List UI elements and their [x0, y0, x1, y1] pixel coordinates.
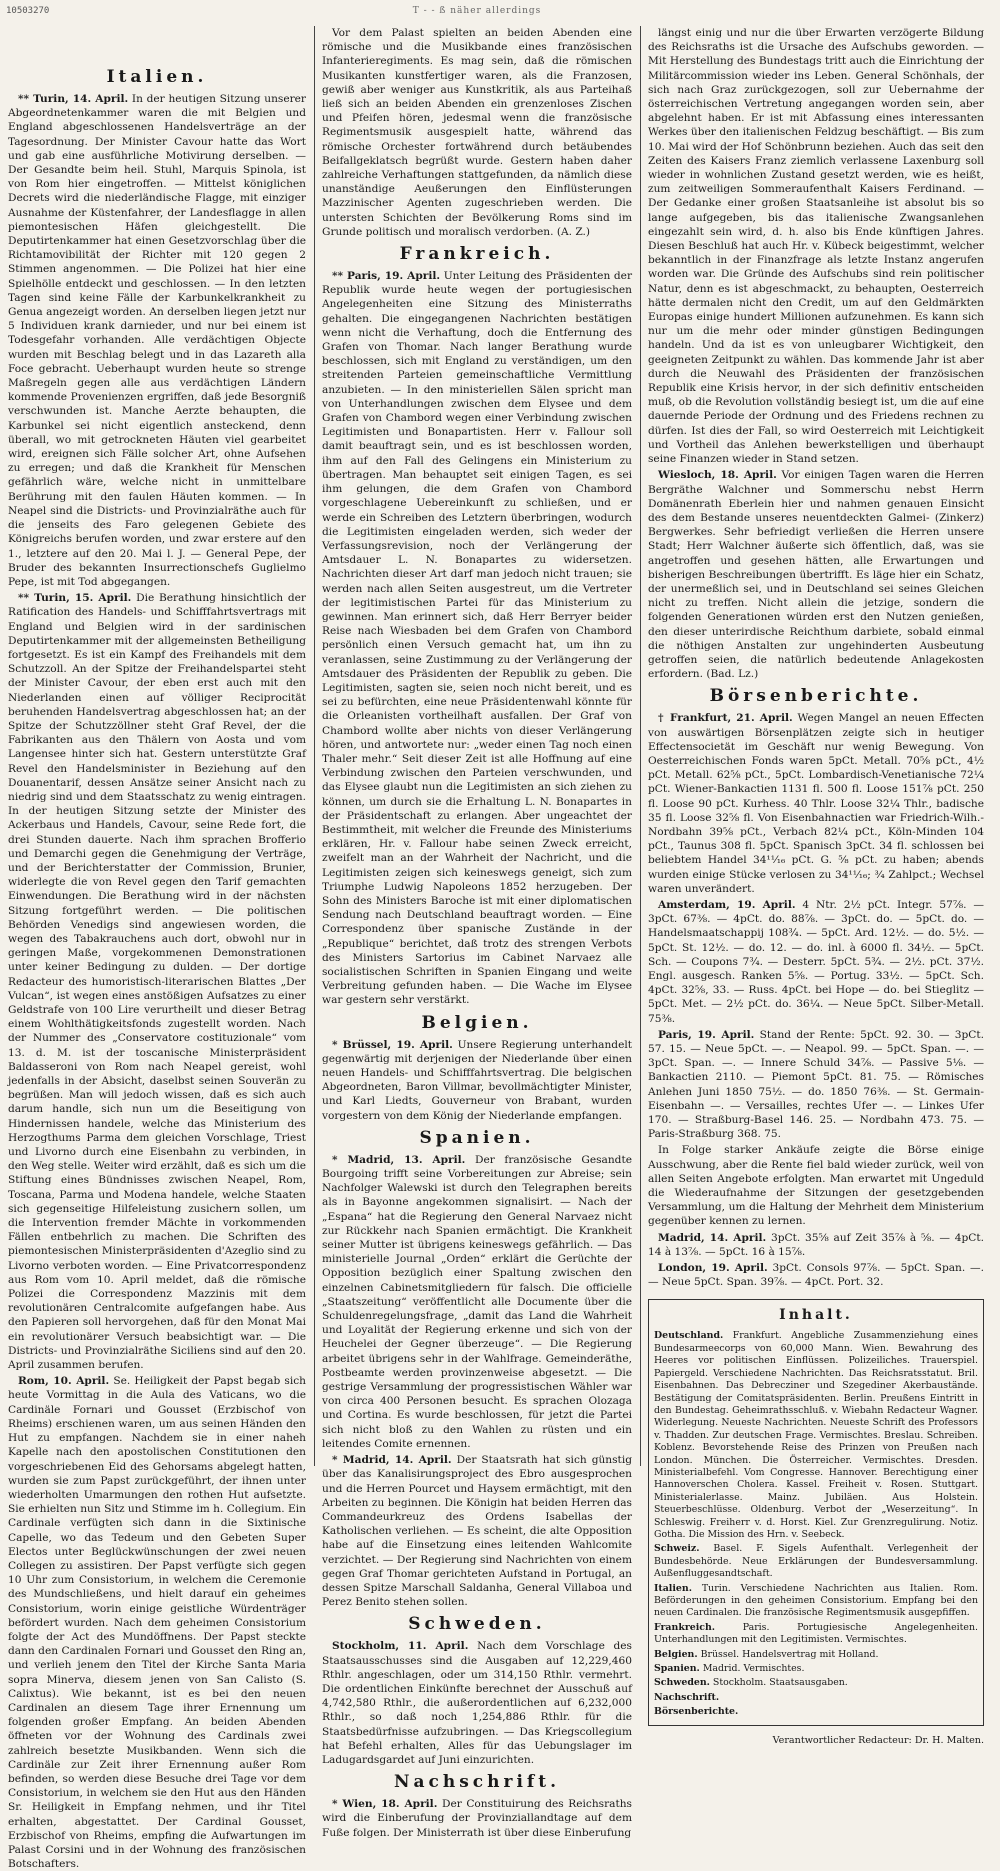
- table-of-contents: [648, 1299, 984, 1725]
- article-text: Wegen Mangel an neuen Effecten von auswärtigen Börsenplätzen zeigte sich in heutiger Effectensocietät im Geschäft nur wenig Bewegung. Von Oesterreichischen Fonds waren 5pCt. Metall. 70⅝ pCt., 4½ pCt. Metall. 62⅝ pCt., 5pCt. Lombardisch-Venetianische 72¼ pCt. Wiener-Bankactien 1131 fl. 500 fl. Loose 151⅞ pCt. 250 fl. Loose 90 pCt. Kurhess. 40 Thlr. Loose 32¼ Thlr., badische 35 fl. Loose 32⅝ fl. Von Eisenbahnactien war Friedrich-Wilh.-Nordbahn 39⅝ pCt., Verbach 82¼ pCt., Köln-Minden 104 pCt., Taunus 308 fl. 5pCt. Spanisch 3pCt. 34 fl. schlossen bei beliebtem Handel 34¹¹⁄₁₆ pCt. G. ⁵⁄₈ pCt. zu haben; abends wurden einige Stücke verlosen zu 34¹¹⁄₁₆; ³⁄₄ Zahlpct.; Wechsel waren unverändert.: [648, 712, 984, 895]
- toc-country: Börsenberichte.: [654, 1706, 739, 1718]
- toc-entry: [654, 1677, 978, 1689]
- toc-country: Spanien.: [654, 1663, 700, 1675]
- toc-entry: [654, 1649, 978, 1661]
- article-paragraph: [322, 1453, 632, 1609]
- article-paragraph: [322, 1038, 632, 1123]
- toc-text: Stockholm. Staatsausgaben.: [712, 1677, 848, 1689]
- toc-entry: [654, 1543, 978, 1580]
- section-heading-boersenberichte: Börsenberichte.: [709, 686, 923, 707]
- archive-id: 10503270: [6, 6, 50, 16]
- article-text: Die Berathung hinsichtlich der Ratification des Handels- und Schifffahrtsvertrags mit England und Belgien wird in der sardinischen Deputirtenkammer mit der allgemeinsten Betheiligung fortgesetzt. Es ist ein Kampf des Freihandels mit dem Schutzzoll. An der Spitze der Freihandelspartei steht der Minister Cavour, der eben erst auch mit den Niederlanden einen auf völliger Reciprocität beruhenden Handelsvertrag abgeschlossen hat; an der Spitze der Schutzzöllner steht Graf Revel, der die Fabrikanten aus den Thälern von Aosta und vom Langensee hinter sich hat. Gestern unterstützte Graf Revel den Handelsminister in Beziehung auf den Douanentarif, dessen Ansätze seiner Ansicht nach zu niedrig sind und dem Staatsschatz zu wenig eintragen. In der heutigen Sitzung setzte der Minister des Ackerbaus und Handels, Cavour, seine Rede fort, die drei Stunden dauerte. Nach ihm sprachen Brofferio und Demarchi gegen die Genehmigung der Verträge, und der Berichterstatter der Commission, Brunier, widerlegte die von Revel gegen den Tarif gemachten Einwendungen. Die Berathung wird in der nächsten Sitzung fortgeführt werden. — Die politischen Behörden Venedigs sind angewiesen worden, die wegen des Tabakrauchens auch dort, obwohl nur in geringen Maße, vorgekommenen Demonstrationen unter keiner Bedingung zu dulden. — Der dortige Redacteur des humoristisch-literarischen Blattes „Der Vulcan“, ist wegen eines anstößigen Aufsatzes zu einer Geldstrafe von 100 Lire verurtheilt und dieser Betrag einem Wohlthätigkeitsfonds zugestellt worden. Nach der Nummer des „Conservatore costituzionale“ vom 13. d. M. ist der toscanische Ministerpräsident Baldasseroni von Rom nach Neapel gereist, wohl jedenfalls in der Absicht, daselbst seinen Souverän zu begrüßen. Man will jedoch wissen, daß es sich auch darum handle, sich nun um die Beseitigung von Hindernissen handele, welche das Ministerium des Herzogthums Parma dem gleichen Vorschlage, Triest und Livorno durch eine Eisenbahn zu verbinden, in den Weg stelle. Weiter wird erzählt, daß es sich um die Stiftung eines Bündnisses zwischen Neapel, Rom, Toscana, Parma und Modena handele, welche Staaten sich gegenseitige Hilfeleistung zusichern sollen, um die Intervention fremder Mächte in vorkommenden Fällen entbehrlich zu machen. Die Schriften des piemontesischen Ministerpräsidenten d'Azeglio sind zu Livorno verboten worden. — Eine Privatcorrespondenz aus Rom vom 10. April meldet, daß die römische Polizei die Correspondenz Mazzinis mit dem revolutionären Centralcomite aufgefangen habe. Aus den Papieren soll hervorgehen, daß für den Monat Mai ein revolutionärer Versuch beabsichtigt war. — Die Districts- und Provinzialräthe Siciliens sind auf den 20. April zusammen berufen.: [8, 592, 306, 1372]
- article-text: Der Staatsrath hat sich günstig über das Kanalisirungsproject des Ebro ausgesprochen und die Herren Pourcet und Haysem ermächtigt, mit den Arbeiten zu beginnen. Die Königin hat beiden Herren das Commandeurkreuz des Ordens Isabellas der Katholischen verliehen. — Es scheint, die alte Opposition habe auf die Einsetzung eines leitenden Wahlcomite verzichtet. — Der Regierung sind Nachrichten von einem gegen Graf Thomar gerichteten Aufstand in Portugal, an dessen Spitze Marschall Saldanha, General Villaboa und Perez Benito stehen sollen.: [322, 1454, 632, 1609]
- toc-entry: [654, 1583, 978, 1620]
- column-rule: [314, 26, 315, 1466]
- section-heading-schweden: Schweden.: [408, 1614, 546, 1635]
- toc-entry: [654, 1330, 978, 1541]
- article-list: [322, 1797, 632, 1840]
- article-dateline: * Madrid, 13. April.: [332, 1153, 466, 1166]
- article-text: Stand der Rente: 5pCt. 92. 30. — 3pCt. 57. 15. — Neue 5pCt. —. — Neapol. 99. — 5pCt. Span. —. — 3pCt. Span. —. — Innere Schuld 34⅞. — Passive 5⅛. — Bankactien 2110. — Piemont 5pCt. 81. 75. — Römisches Anlehen Juni 1850 75½. — do. 1850 76⅜. — St. Germain-Eisenbahn —. — Versailles, rechtes Ufer —. — Linkes Ufer 170. — Straßburg-Basel 146. 25. — Nordbahn 473. 75. — Paris-Straßburg 368. 75.: [648, 1028, 984, 1141]
- article-dateline: ** Turin, 15. April.: [18, 592, 132, 605]
- article-paragraph: [648, 468, 984, 681]
- article-text: 3pCt. 35⅝ auf Zeit 35⅞ à ⅝. — 4pCt. 14 à 13⅞. — 5pCt. 16 à 15⅞.: [648, 1231, 984, 1258]
- article-text: In der heutigen Sitzung unserer Abgeordnetenkammer waren die mit Belgien und England abgeschlossenen Handelsverträge an der Tagesordnung. Der Minister Cavour hatte das Wort und gab eine ausführliche Motivirung derselben. — Der Gesandte beim heil. Stuhl, Marquis Spinola, ist von Rom hier eingetroffen. — Mittelst königlichen Decrets wird die niederländische Flagge, mit einziger Ausnahme der Küstenfahrer, der Landesflagge in allen piemontesischen Häfen gleichgestellt. Die Deputirtenkammer hat einen Gesetzvorschlag über die Richtamovibilität der Richter mit 120 gegen 2 Stimmen angenommen. — Die Polizei hat hier eine Spielhölle entdeckt und geschlossen. — In den letzten Tagen sind keine Fälle der Karbunkelkrankheit zu Genua angezeigt worden. An derselben liegen jetzt nur 5 Individuen krank darnieder, und nur bei einem ist Todesgefahr vorhanden. Alle verdächtigen Objecte wurden mit Beschlag belegt und in das Lazareth alla Foce gebracht. Ueberhaupt wurden heute so strenge Maßregeln gegen alle aus verdächtigen Ländern kommende Provenienzen ergriffen, daß jede Besorgniß verschwunden ist. Manche Aerzte behaupten, die Karbunkel sei nicht eigentlich ansteckend, denn überall, wo mit getrockneten Häuten viel gearbeitet wird, ereignen sich Fälle solcher Art, ohne Aufsehen zu erregen; und daß die Krankheit für Menschen gefährlich wäre, welche nicht in unmittelbare Berührung mit den faulen Häuten kommen. — In Neapel sind die Districts- und Provinzialräthe auch für die jenseits des Faro gelegenen Gebiete des Königreichs berufen worden, und zwar erstere auf den 1., letztere auf den 20. Mai l. J. — General Pepe, der Bruder des bekannten Insurrectionschefs Guglielmo Pepe, ist mit Tod abgegangen.: [8, 93, 306, 588]
- article-text: Unsere Regierung unterhandelt gegenwärtig mit derjenigen der Niederlande über einen neuen Handels- und Schifffahrtsvertrag. Die belgischen Abgeordneten, Baron Villmar, bevollmächtigter Minister, und Karl Liedts, Gouverneur von Brabant, wurden vorgestern von dem König der Niederlande empfangen.: [322, 1038, 632, 1122]
- article-paragraph: [8, 591, 306, 1372]
- article-paragraph: [8, 92, 306, 589]
- article-dateline: Madrid, 14. April.: [658, 1231, 767, 1244]
- article-text: Vor dem Palast spielten an beiden Abenden eine römische und die Musikbande eines französischen Infanterieregiments. Es mag sein, daß die römischen Musikanten kunstfertiger waren, als die Franzosen, gewiß aber weniger aus Kunstkritik, als aus Parteihaß ließ sich an beiden Abenden ein grenzenloses Zischen und Pfeifen hören, jedesmal wenn die französische Regimentsmusik ausgespielt hatte, während das römische Orchester fortwährend durch betäubendes Beifallgeklatsch begrüßt wurde. Gestern haben daher zahlreiche Verhaftungen stattgefunden, da nämlich diese unanständige Aeußerungen den Einflüsterungen Mazzinischer Agenten zugeschrieben werden. Die untersten Schichten der Bevölkerung Roms sind im Grunde politisch und moralisch verdorben. (A. Z.): [322, 27, 632, 238]
- toc-country: Deutschland.: [654, 1330, 724, 1342]
- article-paragraph: [322, 1639, 632, 1767]
- article-text: Der französische Gesandte Bourgoing trifft seine Vorbereitungen zur Abreise; sein Nachfolger Walewski ist durch den Telegraphen bereits als in Bayonne angekommen signalisirt. — Nach der „Espana“ hat die Regierung den General Narvaez nicht zur Rückkehr nach Spanien ermächtigt. Die Krankheit seiner Mutter ist übrigens keineswegs gefährlich. — Das ministerielle Journal „Orden“ erklärt die Gerüchte der Opposition bezüglich einer Spaltung zwischen den einzelnen Cabinetsmitgliedern für falsch. Die officielle „Staatszeitung“ veröffentlicht alle Documente über die Schuldenregelungsfrage, „damit das Land die Wahrheit und Loyalität der Regierung erkenne und sich von der Heuchelei der Gegner überzeuge“. — Die Regierung arbeitet übrigens sehr in der Wahlfrage. Gemeinderäthe, Postbeamte werden provinzenweise abgesetzt. — Die gestrige Versammlung der progressistischen Wähler war von circa 400 Personen besucht. Es sprachen Olozaga und Cortina. Es wurde beschlossen, für jetzt die Partei sich nicht bloß zu den Wahlen zu rüsten und ein leitendes Comite ernennen.: [322, 1153, 632, 1450]
- toc-country: Belgien.: [654, 1648, 698, 1660]
- article-dateline: ** Turin, 14. April.: [18, 93, 129, 105]
- article-text: In Folge starker Ankäufe zeigte die Börse einige Ausschwung, aber die Rente fiel bald wieder zurück, weil von allen Seiten Angebote erfolgten. Man erwartet mit Ungeduld die Wiederaufnahme der Sitzungen der gesetzgebenden Versammlung, um die Haltung der Mehrheit dem Ministerium gegenüber kennen zu lernen.: [648, 1144, 984, 1228]
- article-paragraph: [322, 269, 632, 1008]
- toc-entry: [654, 1692, 978, 1704]
- article-dateline: Amsterdam, 19. April.: [658, 898, 796, 911]
- toc-heading: Inhalt.: [779, 1307, 853, 1324]
- column-rule: [640, 26, 641, 1466]
- toc-country: Italien.: [654, 1582, 692, 1594]
- section-heading-frankreich: Frankreich.: [399, 244, 555, 265]
- article-text: Unter Leitung des Präsidenten der Republik wurde heute wegen der portugiesischen Angelegenheiten eine Sitzung des Ministerraths gehalten. Die eingegangenen Nachrichten bestätigen wenn nicht die Verhaftung, doch die Entfernung des Grafen von Thomar. Nach langer Berathung wurde beschlossen, sich mit England zu verständigen, um den streitenden Parteien gemeinschaftliche Vermittlung anzubieten. — In den ministeriellen Sälen spricht man von Unterhandlungen zwischen dem Elysee und dem Grafen von Chambord wegen einer Verbindung zwischen Legitimisten und Bonapartisten. Herr v. Fallour soll damit beauftragt sein, und es ist beschlossen worden, ihm auf den Fall des Gelingens ein Ministerium zu übertragen. Man behauptet seit einigen Tagen, es sei ihm gelungen, die dem Grafen von Chambord vorgeschlagene Uebereinkunft zu schließen, und er werde ein Schreiben des Letztern überbringen, wodurch die Legitimisten eingeladen werden, sich weder der Verfassungsrevision, noch der Verlängerung der Amtsdauer L. N. Bonapartes zu widersetzen. Nachrichten dieser Art darf man jedoch nicht trauen; sie werden nach allen Seiten ausgestreut, um die Vertreter der legitimistischen Partei für das Ministerium zu gewinnen. Man erinnert sich, daß Herr Berryer beider Reise nach Wiesbaden bei dem Grafen von Chambord persönlich einen Versuch gemacht hat, um ihn zu veranlassen, seine Zustimmung zu der Verlängerung der Amtsdauer des Präsidenten der Republik zu geben. Die Legitimisten, sagten sie, seien noch nicht bereit, und es sei zu befürchten, eine neue Präsidentenwahl könnte für die Orleanisten vortheilhaft ausfallen. Der Graf von Chambord wollte aber nichts von dieser Verlängerung hören, und antwortete nur: „weder einen Tag noch einen Thaler mehr.“ Seit dieser Zeit ist alle Hoffnung auf eine Verbindung zwischen den Parteien verschwunden, und das Elysee glaubt nun die Legitimisten an sich ziehen zu können, um durch sie die Erhaltung L. N. Bonapartes in der Präsidentschaft zu erlangen. Aber ungeachtet der Bestimmtheit, mit welcher die Freunde des Ministeriums erklären, Hr. v. Fallour habe seinen Zweck erreicht, zweifelt man an der Wahrheit der Nachricht, und die Legitimisten zeigen sich keineswegs geneigt, sich zum Triumphe Ludwig Napoleons 1852 herzugeben. Der Sohn des Ministers Baroche ist mit einer diplomatischen Sendung nach Deutschland beauftragt worden. — Eine Correspondenz über spanische Zustände in der „Republique“ berichtet, daß trotz des strengen Verbots des Ministers Sartorius im Cabinet Narvaez alle socialistischen Schriften in Spanien Eingang und weite Verbreitung gefunden haben. — Die Wache im Elysee war gestern sehr verstärkt.: [322, 270, 633, 1007]
- toc-text: Turin. Verschiedene Nachrichten aus Italien. Rom. Beförderungen in den geheimen Consistorium. Empfang bei den neuen Cardinalen. Die französische Regimentsmusik ausgepfiffen.: [654, 1582, 978, 1619]
- toc-entry: [654, 1706, 978, 1718]
- toc-country: Frankreich.: [654, 1621, 716, 1633]
- editor-signature: Verantwortlicher Redacteur: Dr. H. Malten.: [772, 1734, 984, 1746]
- article-list: [322, 1639, 632, 1767]
- masthead-fragment: T - - ß näher allerdings: [412, 6, 542, 16]
- article-list: [322, 1038, 632, 1123]
- article-text: Nach dem Vorschlage des Staatsausschusses sind die Ausgaben auf 12,229,460 Rthlr. angeschlagen, oder um 314,150 Rthlr. vermehrt. Die ordentlichen Einkünfte berechnet der Ausschuß auf 4,742,580 Rthlr., die außerordentlichen auf 6,232,000 Rthlr., so daß noch 1,254,886 Rthlr. für die Staatsbedürfnisse aufzubringen. — Das Kriegscollegium hat Befehl erhalten, Alles für das Uebungslager im Ladugardsgardet auf Juni einzurichten.: [322, 1640, 632, 1766]
- toc-country: Nachschrift.: [654, 1691, 720, 1703]
- article-paragraph: [648, 898, 984, 1026]
- article-paragraph: [648, 1143, 984, 1228]
- article-paragraph: [322, 1797, 632, 1840]
- article-dateline: ** Paris, 19. April.: [332, 270, 441, 283]
- toc-text: Brüssel. Handelsvertrag mit Holland.: [700, 1648, 879, 1660]
- article-paragraph: [648, 711, 984, 896]
- article-dateline: Stockholm, 11. April.: [332, 1640, 469, 1653]
- article-dateline: * Brüssel, 19. April.: [332, 1038, 453, 1051]
- toc-text: Paris. Portugiesische Angelegenheiten. Unterhandlungen mit den Legitimisten. Vermischtes.: [654, 1621, 978, 1646]
- article-text: 3pCt. Consols 97⅞. — 5pCt. Span. —. — Neue 5pCt. Span. 39⅞. — 4pCt. Port. 32.: [648, 1262, 984, 1289]
- article-list: [8, 92, 306, 1871]
- article-list: [322, 1153, 632, 1610]
- toc-list: [654, 1330, 978, 1718]
- article-paragraph: [322, 26, 632, 239]
- article-paragraph: [648, 26, 984, 466]
- toc-text: Frankfurt. Angebliche Zusammenziehung eines Bundesarmeecorps von 60,000 Mann. Wien. Bewahrung des Heeres vor politischen Einflüssen. Polizeiliches. Trauerspiel. Papiergeld. Verschiedene Nachrichten. Das Reichsratsstatut. Bril. Eisenbahnen. Das Debrecziner und Szegediner Akerbaustände. Bestätigung der Comitatspräsidenten. Berlin. Preußens Eintritt in den Bundestag. Geheimrathsschluß. v. Wiebahn Redacteur Wagner. Widerlegung. Neueste Nachrichten. Neueste Schrift des Professors v. Thadden. Zur deutschen Frage. Vermischtes. Breslau. Schreiben. Koblenz. Bevorstehende Reise des Prinzen von Preußen nach London. München. Die Österreicher. Vermischtes. Dresden. Ministerialbefehl. Vom Congresse. Hannover. Berechtigung einer Hannoverschen Cholera. Kassel. Freiheit v. Rosen. Stuttgart. Ministerialerlasse. Mainz. Jubiläen. Aus Holstein. Steuerbeschlüsse. Oldenburg. Verbot der „Weserzeitung“. In Schleswig. Freiherr v. d. Horst. Kiel. Zur Grenzregulirung. Notiz. Gotha. Die Mission des Hrn. v. Seebeck.: [654, 1330, 979, 1540]
- article-paragraph: [648, 1261, 984, 1289]
- article-list: [648, 711, 984, 1289]
- section-heading-spanien: Spanien.: [419, 1127, 535, 1148]
- section-heading-belgien: Belgien.: [421, 1012, 533, 1033]
- column-2: [322, 26, 633, 1839]
- article-dateline: Rom, 10. April.: [18, 1375, 110, 1388]
- article-text: Der Constituirung des Reichsraths wird die Einberufung der Provinziallandtage auf dem Fuße folgen. Der Ministerrath ist über diese Einberufung: [322, 1798, 632, 1839]
- article-text: Vor einigen Tagen waren die Herren Bergräthe Walchner und Sommerschu nebst Herrn Domänenrath Eberlein hier und nahmen genauen Einsicht des dem Bestande unseres neuentdeckten Galmei- (Zinkerz) Bergwerkes. Sehr befriedigt verließen die Herren unsere Stadt; Herr Walchner äußerte sich öffentlich, daß, was sie angetroffen und gesehen hätten, alle Erwartungen und bisherigen Beschreibungen übertrifft. Es läge hier ein Schatz, der unermeßlich sei, und in Deutschland sei seines Gleichen nicht zu treffen. Nicht allein die jetzige, sondern die folgenden Generationen würden erst den Nutzen genießen, den dieser unterirdische Reichthum darbiete, sobald einmal die nöthigen Anstalten zur ungehinderten Ausbeutung getroffen seien, die natürlich bedeutende Anlagekosten erfordern. (Bad. Lz.): [648, 469, 984, 681]
- toc-entry: [654, 1622, 978, 1647]
- article-dateline: † Frankfurt, 21. April.: [658, 712, 793, 725]
- article-text: längst einig und nur die über Erwarten verzögerte Bildung des Reichsraths ist die Ursache des Aufschubs geworden. — Mit Herstellung des Bundestags tritt auch die Einrichtung der Militärcommission wieder ins Leben. General Schönhals, der sich nach Graz zurückgezogen, soll zur Uebernahme der österreichischen Vertretung angegangen worden sein, aber abgelehnt haben. Er ist mit Abfassung eines interessanten Werkes über den italienischen Feldzug beschäftigt. — Bis zum 10. Mai wird der Hof Schönbrunn beziehen. Auch das seit den Zeiten des Kaisers Franz ziemlich verlassene Laxenburg soll wieder in wohnlichen Zustand gesetzt werden, wie es heißt, zum zeitweiligen Sommeraufenthalt Kaisers Ferdinand. — Der Gedanke einer großen Staatsanleihe ist absolut bis so lange aufgegeben, bis das italienische Zwangsanlehen eingezahlt sein wird, d. h. also bis Ende künftigen Jahres. Diesen Beschluß hat auch Hr. v. Kübeck beigestimmt, welcher bekanntlich in der Finanzfrage als letzte Instanz angerufen worden war. Die Gründe des Aufschubs sind rein politischer Natur, denn es ist abgeschmackt, zu behaupten, Oesterreich hätte dermalen nicht den Credit, um auf den Geldmärkten Europas einige hundert Millionen aufzunehmen. Es kann sich nur um die mehr oder minder günstigen Bedingungen handeln. Und da ist es von unleugbarer Wichtigkeit, den geeigneten Zeitpunkt zu wählen. Das kommende Jahr ist aber durch die Neuwahl des Präsidenten der französischen Republik eine Krisis hervor, in der sich definitiv entscheiden muß, ob die Revolution vollständig besiegt ist, um die auf eine dauernde Periode der Ordnung und des Friedens rechnen zu dürfen. Ist dies der Fall, so wird Oesterreich mit Leichtigkeit und Vortheil das Anlehen bewerkstelligen und überhaupt seine Finanzen wieder in Stand setzen.: [648, 27, 984, 466]
- article-list: [648, 26, 984, 681]
- article-paragraph: [8, 1374, 306, 1871]
- toc-text: Madrid. Vermischtes.: [702, 1663, 805, 1675]
- article-dateline: Paris, 19. April.: [658, 1028, 755, 1041]
- column-1: [8, 26, 306, 1871]
- article-paragraph: [322, 1153, 632, 1451]
- article-dateline: London, 19. April.: [658, 1262, 768, 1275]
- column-3: [648, 26, 984, 1746]
- article-paragraph: [648, 1231, 984, 1259]
- section-heading-italien: Italien.: [106, 67, 208, 87]
- toc-text: Basel. F. Sigels Aufenthalt. Verlegenheit der Bundesbehörde. Neue Erklärungen der Bundesversammlung. Außenfluggesandtschaft.: [654, 1543, 978, 1580]
- toc-entry: [654, 1663, 978, 1675]
- section-heading-nachschrift: Nachschrift.: [393, 1772, 561, 1793]
- article-list: [322, 269, 632, 1008]
- article-text: 4 Ntr. 2½ pCt. Integr. 57⅞. — 3pCt. 67⅜. — 4pCt. do. 88⅞. — 3pCt. do. — 5pCt. do. — Handelsmaatschappij 108¾. — 5pCt. Ard. 12½. — do. 5½. — 5pCt. St. 12½. — do. 12. — do. inl. à 6000 fl. 34½. — 5pCt. Sch. — Coupons 7¾. — Desterr. 5pCt. 5¾. — 2½. pCt. 37½. Engl. ausgesch. Ranken 5⅝. — Portug. 33½. — 5pCt. Sch. 4pCt. 32⅝, 33. — Russ. 4pCt. bei Hope — do. bei Stieglitz — 5pCt. Met. — 2½ pCt. do. 36¼. — Neue 5pCt. Silber-Metall. 75⅜.: [648, 898, 984, 1025]
- toc-country: Schweiz.: [654, 1543, 700, 1555]
- article-dateline: * Madrid, 14. April.: [332, 1454, 452, 1467]
- article-list: [322, 26, 632, 239]
- article-dateline: Wiesloch, 18. April.: [658, 469, 777, 482]
- article-text: Se. Heiligkeit der Papst begab sich heute Vormittag in die Aula des Vaticans, wo die Cardinäle Fornari und Gousset (Erzbischof von Rheims) erschienen waren, um aus seinen Händen den Hut zu empfangen. Nachdem sie in einer naheh Kapelle nach den apostolischen Constitutionen den vorgeschriebenen Eid des Gehorsams abgelegt hatten, wurden sie zum Papst zurückgeführt, der ihnen unter wiederholten Umarmungen den rothen Hut aufsetzte. Sie erhielten nun Sitz und Stimme im h. Collegium. Ein Cardinale verfügten sich dann in die Sixtinische Capelle, wo das Tedeum und den Gebeten Super Electos unter Beglückwünschungen der zwei neuen Collegen zu assistiren. Der Papst verfügte sich gegen 10 Uhr zum Consistorium, in welchem die Ceremonie des Mundschließens, und hielt darauf ein geheimes Consistorium, worin einige geistliche Würdenträger befördert wurden. Nach dem geheimen Consistorium folgte der Act des Mundöffnens. Der Papst steckte dann den Cardinalen Fornari und Gousset den Ring an, und verlieh jenem den Titel der Kirche Santa Maria sopra Minerva, diesem jenen von San Calisto (S. Calixtus). Wie bekannt, ist es bei den neuen Cardinalen an diesem Tage ihrer Ernennung um folgenden großer Empfang. An beiden Abenden öffneten vor der Wohnung des Cardinals zwei zahlreich besetzte Musikbanden. Wenn sich die Cardinäle zur Zeit ihrer Ernennung außer Rom befinden, so werden diese Besuche drei Tage vor dem Consistorium, in welchem sie den Hut aus den Händen Sr. Heiligkeit in Empfang nehmen, und ihr Titel erhalten, abgestattet. Der Cardinal Gousset, Erzbischof von Rheims, empfing die Aufwartungen im Palast Corsini und in der Wohnung des französischen Botschafters.: [8, 1375, 306, 1871]
- article-dateline: * Wien, 18. April.: [332, 1798, 438, 1811]
- toc-country: Schweden.: [654, 1677, 710, 1689]
- article-paragraph: [648, 1028, 984, 1142]
